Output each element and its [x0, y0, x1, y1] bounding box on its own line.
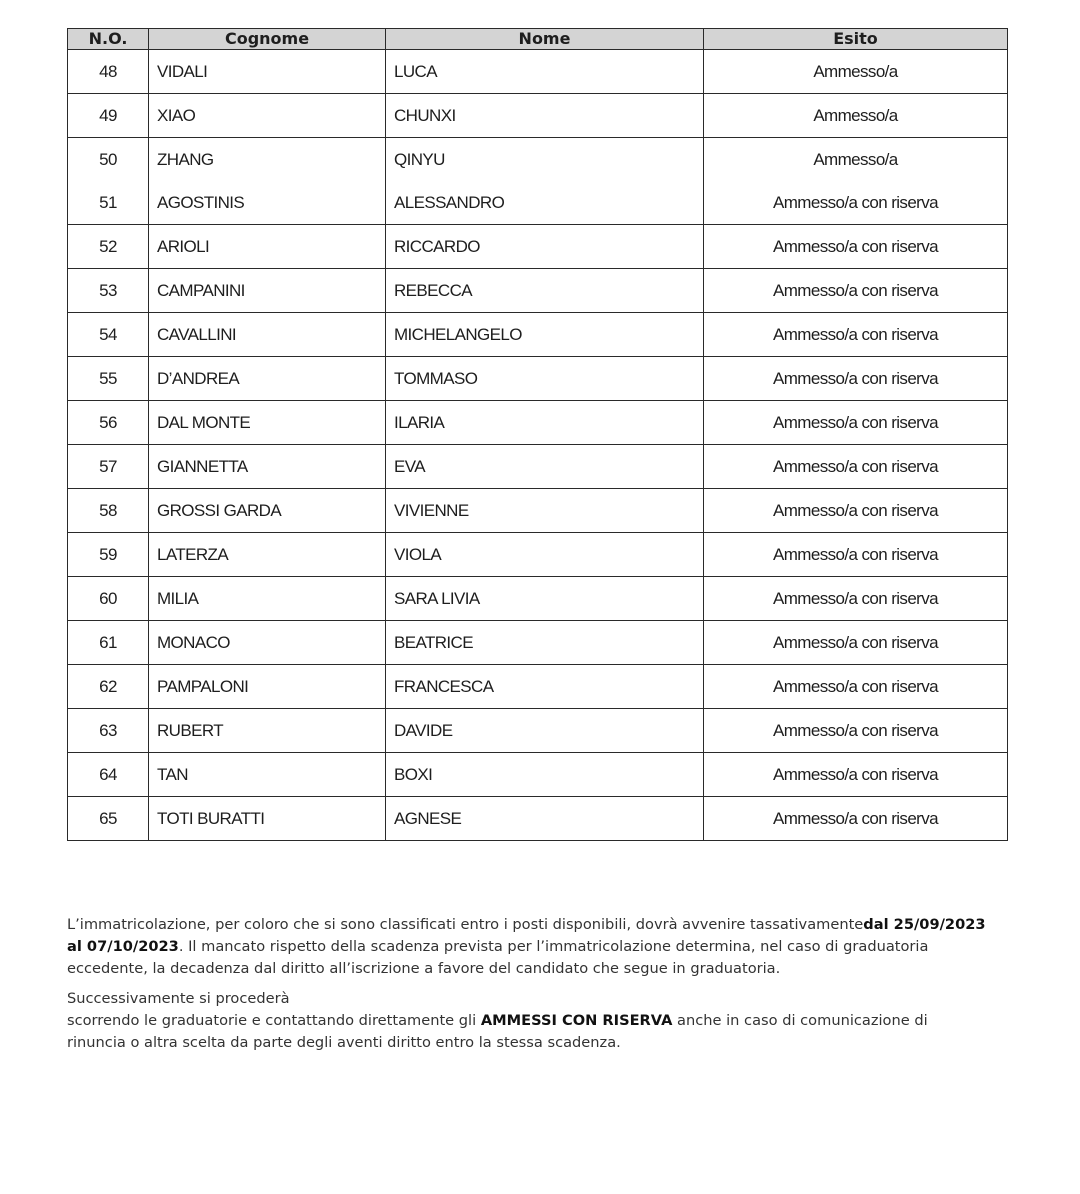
- table-row: [68, 753, 1008, 797]
- table-row: [68, 489, 1008, 533]
- cell-esito: Ammesso/a con riserva: [704, 577, 1008, 621]
- cell-no: 54: [68, 313, 149, 357]
- cell-cognome: TOTI BURATTI: [149, 797, 386, 841]
- cell-cognome: ARIOLI: [149, 225, 386, 269]
- enrollment-deadline-paragraph: [67, 914, 987, 980]
- cell-nome: VIVIENNE: [386, 489, 704, 533]
- cell-esito: Ammesso/a con riserva: [704, 797, 1008, 841]
- cell-no: 64: [68, 753, 149, 797]
- cell-no: 59: [68, 533, 149, 577]
- cell-esito: Ammesso/a con riserva: [704, 709, 1008, 753]
- cell-esito: Ammesso/a: [704, 138, 1008, 182]
- table-row: [68, 94, 1008, 138]
- cell-cognome: AGOSTINIS: [149, 181, 386, 225]
- cell-esito: Ammesso/a con riserva: [704, 489, 1008, 533]
- cell-nome: CHUNXI: [386, 94, 704, 138]
- table-row: [68, 269, 1008, 313]
- cell-cognome: ZHANG: [149, 138, 386, 182]
- cell-cognome: MILIA: [149, 577, 386, 621]
- cell-no: 65: [68, 797, 149, 841]
- table-row: [68, 709, 1008, 753]
- paragraph-text: scorrendo le graduatorie e contattando direttamente gli: [67, 1012, 481, 1029]
- table-header-row: [68, 29, 1008, 50]
- cell-no: 52: [68, 225, 149, 269]
- cell-nome: LUCA: [386, 50, 704, 94]
- paragraph-text: L’immatricolazione, per coloro che si sono classificati entro i posti disponibili, dovrà avvenire tassativamente: [67, 916, 864, 933]
- cell-cognome: RUBERT: [149, 709, 386, 753]
- table-row: [68, 50, 1008, 94]
- cell-nome: QINYU: [386, 138, 704, 182]
- cell-no: 51: [68, 181, 149, 225]
- cell-nome: AGNESE: [386, 797, 704, 841]
- header-no: N.O.: [68, 29, 149, 50]
- header-esito: Esito: [704, 29, 1008, 50]
- cell-nome: FRANCESCA: [386, 665, 704, 709]
- cell-cognome: GIANNETTA: [149, 445, 386, 489]
- cell-esito: Ammesso/a con riserva: [704, 753, 1008, 797]
- table-row: [68, 225, 1008, 269]
- cell-no: 61: [68, 621, 149, 665]
- cell-nome: SARA LIVIA: [386, 577, 704, 621]
- table-row: [68, 138, 1008, 182]
- cell-nome: MICHELANGELO: [386, 313, 704, 357]
- cell-no: 55: [68, 357, 149, 401]
- cell-nome: ALESSANDRO: [386, 181, 704, 225]
- cell-cognome: XIAO: [149, 94, 386, 138]
- paragraph-text: anche in caso di comunicazione di rinuncia o altra scelta da parte degli aventi diritto entro la stessa scadenza.: [67, 1012, 928, 1051]
- cell-no: 56: [68, 401, 149, 445]
- table-row: [68, 577, 1008, 621]
- cell-nome: VIOLA: [386, 533, 704, 577]
- cell-cognome: LATERZA: [149, 533, 386, 577]
- admissions-table: [67, 28, 1008, 841]
- enrollment-notes: [67, 914, 987, 1062]
- cell-no: 62: [68, 665, 149, 709]
- deadline-dates: dal 25/09/2023 al 07/10/2023: [67, 916, 986, 955]
- cell-nome: EVA: [386, 445, 704, 489]
- cell-cognome: PAMPALONI: [149, 665, 386, 709]
- cell-esito: Ammesso/a con riserva: [704, 665, 1008, 709]
- cell-esito: Ammesso/a con riserva: [704, 621, 1008, 665]
- cell-esito: Ammesso/a con riserva: [704, 269, 1008, 313]
- cell-esito: Ammesso/a con riserva: [704, 357, 1008, 401]
- table-row: [68, 357, 1008, 401]
- cell-esito: Ammesso/a con riserva: [704, 313, 1008, 357]
- cell-cognome: D’ANDREA: [149, 357, 386, 401]
- cell-cognome: TAN: [149, 753, 386, 797]
- cell-cognome: GROSSI GARDA: [149, 489, 386, 533]
- table-row: [68, 621, 1008, 665]
- header-cognome: Cognome: [149, 29, 386, 50]
- cell-nome: RICCARDO: [386, 225, 704, 269]
- cell-nome: BEATRICE: [386, 621, 704, 665]
- cell-no: 63: [68, 709, 149, 753]
- cell-nome: BOXI: [386, 753, 704, 797]
- cell-no: 50: [68, 138, 149, 182]
- cell-no: 48: [68, 50, 149, 94]
- header-nome: Nome: [386, 29, 704, 50]
- cell-nome: DAVIDE: [386, 709, 704, 753]
- paragraph-text: Successivamente si procederà: [67, 990, 290, 1007]
- cell-nome: ILARIA: [386, 401, 704, 445]
- cell-nome: REBECCA: [386, 269, 704, 313]
- paragraph-text: . Il mancato rispetto della scadenza prevista per l’immatricolazione determina, nel caso di graduatoria eccedente, la decadenza dal diritto all’iscrizione a favore del candidato che segue in graduatoria.: [67, 938, 929, 977]
- cell-esito: Ammesso/a con riserva: [704, 401, 1008, 445]
- reserve-highlight: AMMESSI CON RISERVA: [480, 1012, 673, 1029]
- cell-no: 49: [68, 94, 149, 138]
- cell-esito: Ammesso/a con riserva: [704, 225, 1008, 269]
- table-row: [68, 797, 1008, 841]
- table-row: [68, 401, 1008, 445]
- cell-cognome: VIDALI: [149, 50, 386, 94]
- cell-no: 57: [68, 445, 149, 489]
- cell-esito: Ammesso/a con riserva: [704, 445, 1008, 489]
- cell-cognome: MONACO: [149, 621, 386, 665]
- cell-esito: Ammesso/a: [704, 50, 1008, 94]
- cell-cognome: CAMPANINI: [149, 269, 386, 313]
- reserve-paragraph: [67, 988, 987, 1054]
- table-row: [68, 445, 1008, 489]
- table-row: [68, 665, 1008, 709]
- table-row: [68, 313, 1008, 357]
- cell-esito: Ammesso/a con riserva: [704, 533, 1008, 577]
- cell-nome: TOMMASO: [386, 357, 704, 401]
- cell-esito: Ammesso/a con riserva: [704, 181, 1008, 225]
- table-row: [68, 181, 1008, 225]
- cell-esito: Ammesso/a: [704, 94, 1008, 138]
- cell-no: 58: [68, 489, 149, 533]
- cell-cognome: DAL MONTE: [149, 401, 386, 445]
- cell-cognome: CAVALLINI: [149, 313, 386, 357]
- cell-no: 60: [68, 577, 149, 621]
- cell-no: 53: [68, 269, 149, 313]
- table-row: [68, 533, 1008, 577]
